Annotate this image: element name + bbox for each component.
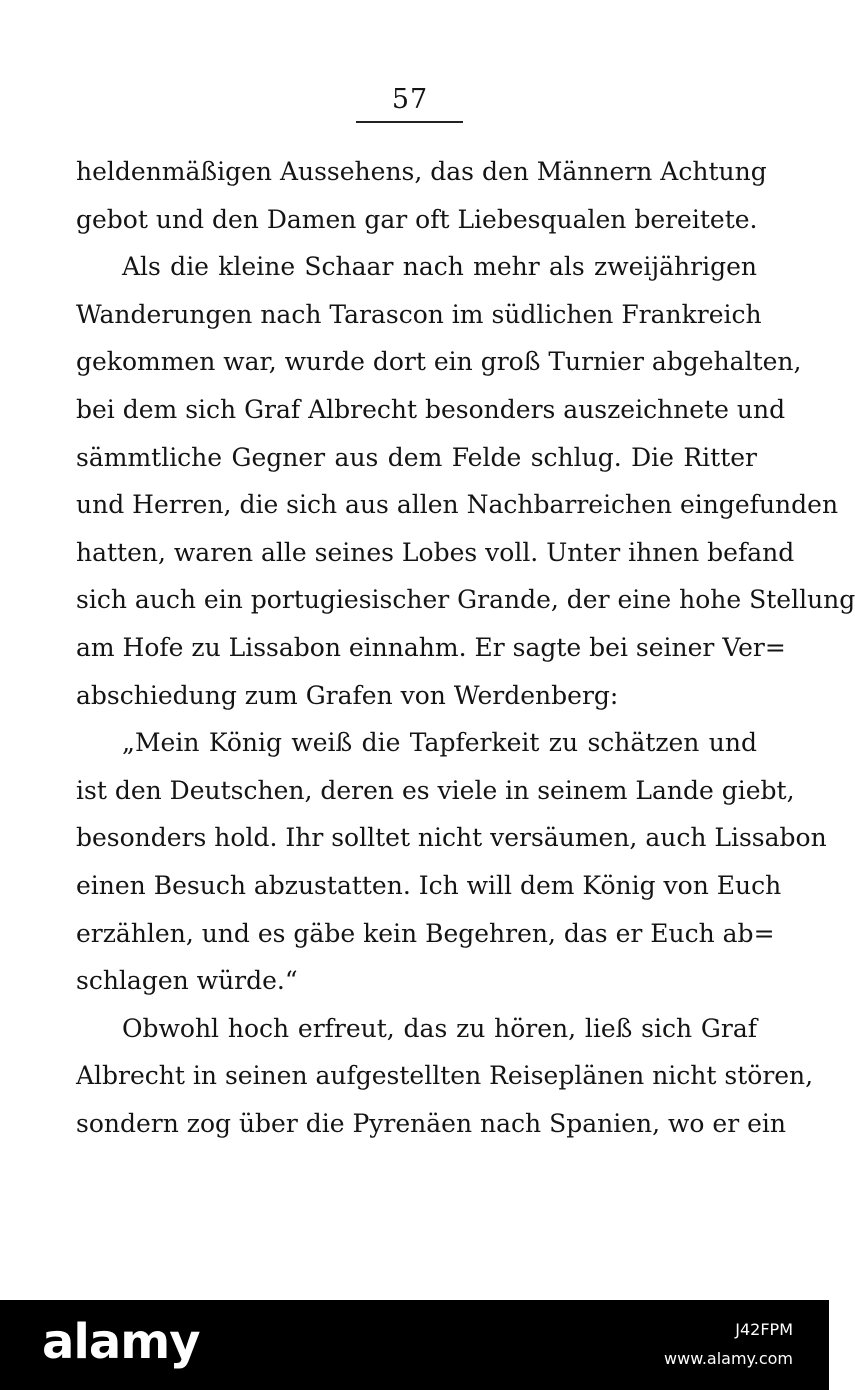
alamy-logo: alamy <box>42 1314 200 1370</box>
watermark-banner <box>0 1300 829 1390</box>
text-line: und Herren, die sich aus allen Nachbarreichen eingefunden <box>76 490 839 520</box>
text-line: bei dem sich Graf Albrecht besonders auszeichnete und <box>76 394 786 424</box>
image-id: J42FPM <box>735 1320 793 1339</box>
text-line: ist den Deutschen, deren es viele in seinem Lande giebt, <box>76 775 795 805</box>
text-line: einen Besuch abzustatten. Ich will dem König von Euch <box>76 870 782 900</box>
text-line: erzählen, und es gäbe kein Begehren, das er Euch ab= <box>76 918 775 948</box>
page-number: 57 <box>391 84 429 115</box>
text-line: „Mein König weiß die Tapferkeit zu schätzen und <box>122 728 757 758</box>
text-line: besonders hold. Ihr solltet nicht versäumen, auch Lissabon <box>76 823 827 853</box>
text-line: Wanderungen nach Tarascon im südlichen Frankreich <box>76 299 762 329</box>
text-line: gebot und den Damen gar oft Liebesqualen bereitete. <box>76 204 758 234</box>
text-line: Als die kleine Schaar nach mehr als zweijährigen <box>122 252 757 282</box>
text-line: gekommen war, wurde dort ein groß Turnier abgehalten, <box>76 347 802 377</box>
text-line: sämmtliche Gegner aus dem Felde schlug. Die Ritter <box>76 442 757 472</box>
text-line: am Hofe zu Lissabon einnahm. Er sagte bei seiner Ver= <box>76 632 786 662</box>
text-line: sondern zog über die Pyrenäen nach Spanien, wo er ein <box>76 1108 786 1138</box>
text-line: heldenmäßigen Aussehens, das den Männern Achtung <box>76 157 767 186</box>
page-number-rule <box>356 121 463 123</box>
body-text <box>76 148 855 1147</box>
text-line: hatten, waren alle seines Lobes voll. Unter ihnen befand <box>76 537 795 567</box>
text-line: Albrecht in seinen aufgestellten Reiseplänen nicht stören, <box>76 1061 814 1091</box>
text-line: abschiedung zum Grafen von Werdenberg: <box>76 680 619 710</box>
text-line: Obwohl hoch erfreut, das zu hören, ließ sich Graf <box>122 1013 757 1043</box>
watermark-url: www.alamy.com <box>664 1349 793 1368</box>
text-line: sich auch ein portugiesischer Grande, der eine hohe Stellung <box>76 585 855 615</box>
text-line: schlagen würde.“ <box>76 966 298 996</box>
